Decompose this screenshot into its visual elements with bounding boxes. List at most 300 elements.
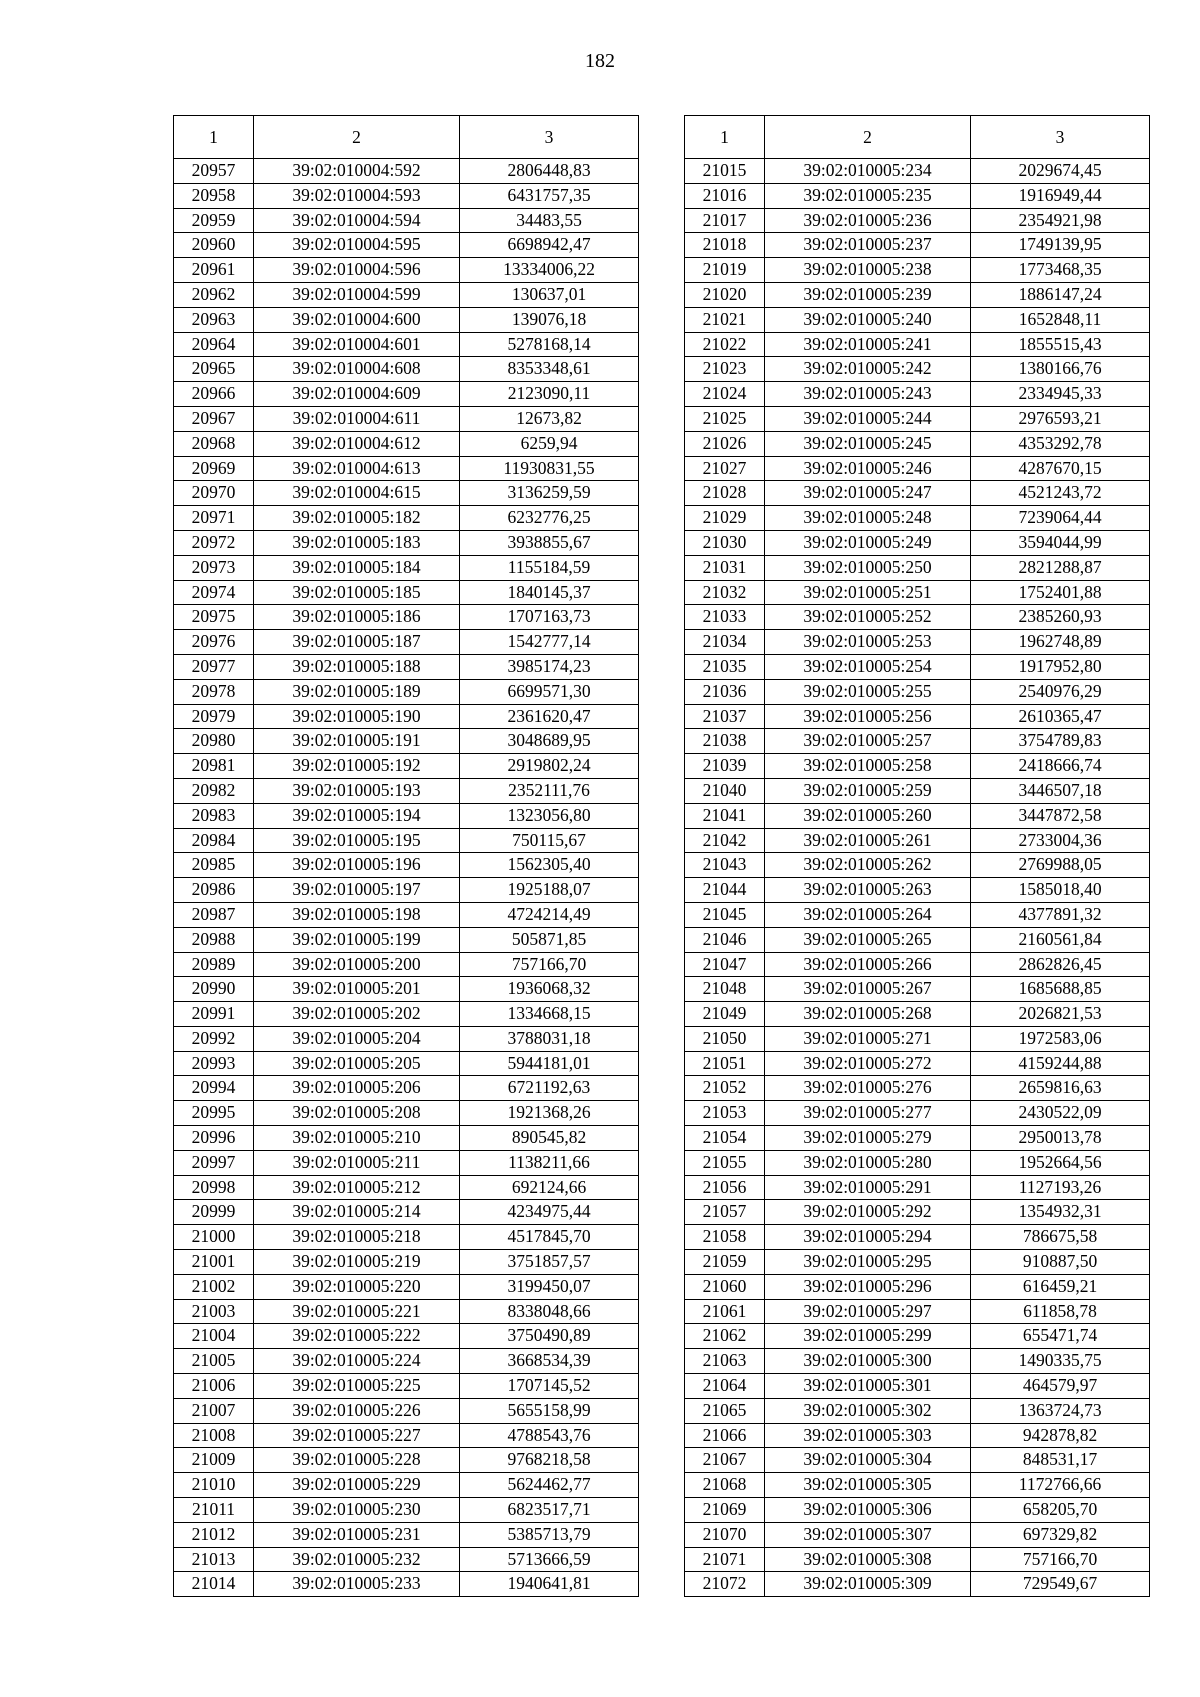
row-number-cell: 21029	[685, 506, 765, 531]
cadastral-number-cell: 39:02:010005:255	[765, 679, 971, 704]
value-cell: 1334668,15	[460, 1002, 639, 1027]
row-number-cell: 21032	[685, 580, 765, 605]
value-cell: 942878,82	[971, 1423, 1150, 1448]
row-number-cell: 20976	[174, 630, 254, 655]
cadastral-number-cell: 39:02:010005:229	[254, 1473, 460, 1498]
value-cell: 5655158,99	[460, 1398, 639, 1423]
row-number-cell: 21006	[174, 1374, 254, 1399]
value-cell: 2976593,21	[971, 406, 1150, 431]
value-cell: 3751857,57	[460, 1250, 639, 1275]
value-cell: 1886147,24	[971, 282, 1150, 307]
row-number-cell: 20974	[174, 580, 254, 605]
table-row	[174, 1250, 639, 1275]
cadastral-number-cell: 39:02:010004:599	[254, 282, 460, 307]
cadastral-number-cell: 39:02:010005:279	[765, 1126, 971, 1151]
cadastral-number-cell: 39:02:010005:259	[765, 778, 971, 803]
table-row	[174, 332, 639, 357]
cadastral-number-cell: 39:02:010005:252	[765, 605, 971, 630]
cadastral-number-cell: 39:02:010004:595	[254, 233, 460, 258]
table-row	[685, 530, 1150, 555]
table-row	[685, 605, 1150, 630]
table-row	[685, 1324, 1150, 1349]
row-number-cell: 20963	[174, 307, 254, 332]
row-number-cell: 21008	[174, 1423, 254, 1448]
cadastral-number-cell: 39:02:010005:190	[254, 704, 460, 729]
table-row	[174, 1026, 639, 1051]
table-row	[174, 1547, 639, 1572]
column-header-number: 1	[174, 116, 254, 159]
value-cell: 130637,01	[460, 282, 639, 307]
value-cell: 6823517,71	[460, 1498, 639, 1523]
value-cell: 2610365,47	[971, 704, 1150, 729]
value-cell: 4521243,72	[971, 481, 1150, 506]
cadastral-number-cell: 39:02:010005:187	[254, 630, 460, 655]
table-row	[174, 1572, 639, 1597]
table-row	[685, 977, 1150, 1002]
value-cell: 1749139,95	[971, 233, 1150, 258]
value-cell: 1752401,88	[971, 580, 1150, 605]
cadastral-number-cell: 39:02:010005:263	[765, 878, 971, 903]
table-row	[174, 1101, 639, 1126]
table-row	[174, 679, 639, 704]
cadastral-number-cell: 39:02:010005:189	[254, 679, 460, 704]
cadastral-number-cell: 39:02:010005:240	[765, 307, 971, 332]
cadastral-number-cell: 39:02:010005:211	[254, 1150, 460, 1175]
value-cell: 1936068,32	[460, 977, 639, 1002]
table-row	[174, 1126, 639, 1151]
cadastral-number-cell: 39:02:010005:265	[765, 927, 971, 952]
cadastral-number-cell: 39:02:010005:295	[765, 1250, 971, 1275]
value-cell: 3136259,59	[460, 481, 639, 506]
table-row	[685, 1473, 1150, 1498]
row-number-cell: 20984	[174, 828, 254, 853]
table-row	[685, 1101, 1150, 1126]
row-number-cell: 21017	[685, 208, 765, 233]
table-row	[174, 1225, 639, 1250]
value-cell: 1855515,43	[971, 332, 1150, 357]
cadastral-number-cell: 39:02:010005:249	[765, 530, 971, 555]
cadastral-number-cell: 39:02:010005:308	[765, 1547, 971, 1572]
cadastral-number-cell: 39:02:010005:212	[254, 1175, 460, 1200]
table-row	[685, 1051, 1150, 1076]
value-cell: 2430522,09	[971, 1101, 1150, 1126]
row-number-cell: 21012	[174, 1522, 254, 1547]
row-number-cell: 20998	[174, 1175, 254, 1200]
table-row	[174, 654, 639, 679]
row-number-cell: 21054	[685, 1126, 765, 1151]
row-number-cell: 21038	[685, 729, 765, 754]
value-cell: 4377891,32	[971, 902, 1150, 927]
row-number-cell: 21009	[174, 1448, 254, 1473]
table-row	[174, 1324, 639, 1349]
table-row	[174, 208, 639, 233]
row-number-cell: 21047	[685, 952, 765, 977]
row-number-cell: 20992	[174, 1026, 254, 1051]
table-row	[174, 580, 639, 605]
table-row	[174, 506, 639, 531]
row-number-cell: 20997	[174, 1150, 254, 1175]
table-row	[174, 828, 639, 853]
cadastral-number-cell: 39:02:010005:183	[254, 530, 460, 555]
value-cell: 4234975,44	[460, 1200, 639, 1225]
table-row	[174, 1349, 639, 1374]
value-cell: 4724214,49	[460, 902, 639, 927]
value-cell: 2919802,24	[460, 754, 639, 779]
cadastral-number-cell: 39:02:010005:296	[765, 1274, 971, 1299]
table-row	[174, 704, 639, 729]
cadastral-number-cell: 39:02:010005:256	[765, 704, 971, 729]
row-number-cell: 21024	[685, 382, 765, 407]
value-cell: 2659816,63	[971, 1076, 1150, 1101]
row-number-cell: 21064	[685, 1374, 765, 1399]
table-row	[174, 233, 639, 258]
cadastral-number-cell: 39:02:010005:302	[765, 1398, 971, 1423]
row-number-cell: 21042	[685, 828, 765, 853]
cadastral-number-cell: 39:02:010005:242	[765, 357, 971, 382]
row-number-cell: 21004	[174, 1324, 254, 1349]
value-cell: 2361620,47	[460, 704, 639, 729]
value-cell: 750115,67	[460, 828, 639, 853]
table-row	[685, 927, 1150, 952]
row-number-cell: 21069	[685, 1498, 765, 1523]
cadastral-number-cell: 39:02:010005:253	[765, 630, 971, 655]
value-cell: 3938855,67	[460, 530, 639, 555]
row-number-cell: 20988	[174, 927, 254, 952]
table-row	[174, 431, 639, 456]
value-cell: 3447872,58	[971, 803, 1150, 828]
cadastral-number-cell: 39:02:010005:262	[765, 853, 971, 878]
cadastral-number-cell: 39:02:010005:214	[254, 1200, 460, 1225]
cadastral-number-cell: 39:02:010005:205	[254, 1051, 460, 1076]
table-row	[685, 1026, 1150, 1051]
cadastral-number-cell: 39:02:010004:612	[254, 431, 460, 456]
row-number-cell: 20981	[174, 754, 254, 779]
row-number-cell: 20991	[174, 1002, 254, 1027]
value-cell: 890545,82	[460, 1126, 639, 1151]
value-cell: 2026821,53	[971, 1002, 1150, 1027]
value-cell: 655471,74	[971, 1324, 1150, 1349]
row-number-cell: 21043	[685, 853, 765, 878]
value-cell: 4159244,88	[971, 1051, 1150, 1076]
cadastral-number-cell: 39:02:010005:225	[254, 1374, 460, 1399]
cadastral-number-cell: 39:02:010005:192	[254, 754, 460, 779]
row-number-cell: 21063	[685, 1349, 765, 1374]
value-cell: 5713666,59	[460, 1547, 639, 1572]
value-cell: 1921368,26	[460, 1101, 639, 1126]
table-row	[174, 357, 639, 382]
value-cell: 139076,18	[460, 307, 639, 332]
cadastral-number-cell: 39:02:010005:305	[765, 1473, 971, 1498]
value-cell: 3446507,18	[971, 778, 1150, 803]
value-cell: 505871,85	[460, 927, 639, 952]
cadastral-number-cell: 39:02:010005:306	[765, 1498, 971, 1523]
table-row	[174, 555, 639, 580]
cadastral-number-cell: 39:02:010005:307	[765, 1522, 971, 1547]
row-number-cell: 20982	[174, 778, 254, 803]
row-number-cell: 21065	[685, 1398, 765, 1423]
table-row	[685, 208, 1150, 233]
row-number-cell: 21072	[685, 1572, 765, 1597]
table-row	[685, 853, 1150, 878]
value-cell: 3594044,99	[971, 530, 1150, 555]
table-row	[174, 729, 639, 754]
cadastral-number-cell: 39:02:010005:254	[765, 654, 971, 679]
row-number-cell: 20959	[174, 208, 254, 233]
value-cell: 2160561,84	[971, 927, 1150, 952]
cadastral-number-cell: 39:02:010004:593	[254, 183, 460, 208]
cadastral-number-cell: 39:02:010005:294	[765, 1225, 971, 1250]
cadastral-number-cell: 39:02:010005:199	[254, 927, 460, 952]
cadastral-number-cell: 39:02:010004:601	[254, 332, 460, 357]
value-cell: 4287670,15	[971, 456, 1150, 481]
table-row	[174, 481, 639, 506]
column-header-cadastral: 2	[765, 116, 971, 159]
table-row	[685, 1175, 1150, 1200]
value-cell: 1940641,81	[460, 1572, 639, 1597]
table-row	[174, 382, 639, 407]
row-number-cell: 21015	[685, 159, 765, 184]
row-number-cell: 21014	[174, 1572, 254, 1597]
row-number-cell: 20957	[174, 159, 254, 184]
value-cell: 1562305,40	[460, 853, 639, 878]
row-number-cell: 21016	[685, 183, 765, 208]
row-number-cell: 21051	[685, 1051, 765, 1076]
cadastral-number-cell: 39:02:010005:226	[254, 1398, 460, 1423]
cadastral-number-cell: 39:02:010005:234	[765, 159, 971, 184]
row-number-cell: 21060	[685, 1274, 765, 1299]
row-number-cell: 21020	[685, 282, 765, 307]
value-cell: 1380166,76	[971, 357, 1150, 382]
cadastral-number-cell: 39:02:010005:221	[254, 1299, 460, 1324]
table-row	[685, 183, 1150, 208]
table-row	[685, 382, 1150, 407]
value-cell: 1773468,35	[971, 258, 1150, 283]
table-row	[685, 1274, 1150, 1299]
cadastral-number-cell: 39:02:010005:301	[765, 1374, 971, 1399]
cadastral-number-cell: 39:02:010005:228	[254, 1448, 460, 1473]
row-number-cell: 21059	[685, 1250, 765, 1275]
table-row	[174, 1473, 639, 1498]
value-cell: 757166,70	[460, 952, 639, 977]
row-number-cell: 21040	[685, 778, 765, 803]
table-row	[174, 1398, 639, 1423]
row-number-cell: 20989	[174, 952, 254, 977]
cadastral-number-cell: 39:02:010005:266	[765, 952, 971, 977]
cadastral-number-cell: 39:02:010005:267	[765, 977, 971, 1002]
value-cell: 4517845,70	[460, 1225, 639, 1250]
table-row	[685, 159, 1150, 184]
table-row	[174, 1150, 639, 1175]
value-cell: 34483,55	[460, 208, 639, 233]
table-row	[685, 307, 1150, 332]
cadastral-number-cell: 39:02:010005:218	[254, 1225, 460, 1250]
table-row	[174, 406, 639, 431]
table-row	[685, 431, 1150, 456]
row-number-cell: 21037	[685, 704, 765, 729]
cadastral-number-cell: 39:02:010005:191	[254, 729, 460, 754]
value-cell: 2385260,93	[971, 605, 1150, 630]
value-cell: 5278168,14	[460, 332, 639, 357]
value-cell: 658205,70	[971, 1498, 1150, 1523]
table-row	[685, 1150, 1150, 1175]
value-cell: 464579,97	[971, 1374, 1150, 1399]
row-number-cell: 21026	[685, 431, 765, 456]
row-number-cell: 21062	[685, 1324, 765, 1349]
table-header-row	[685, 116, 1150, 159]
table-row	[174, 258, 639, 283]
table-row	[174, 778, 639, 803]
cadastral-number-cell: 39:02:010004:600	[254, 307, 460, 332]
table-row	[685, 654, 1150, 679]
table-row	[685, 902, 1150, 927]
value-cell: 5624462,77	[460, 1473, 639, 1498]
value-cell: 729549,67	[971, 1572, 1150, 1597]
cadastral-number-cell: 39:02:010005:198	[254, 902, 460, 927]
row-number-cell: 21000	[174, 1225, 254, 1250]
value-cell: 3985174,23	[460, 654, 639, 679]
row-number-cell: 20962	[174, 282, 254, 307]
cadastral-number-cell: 39:02:010005:201	[254, 977, 460, 1002]
cadastral-number-cell: 39:02:010005:276	[765, 1076, 971, 1101]
cadastral-number-cell: 39:02:010004:613	[254, 456, 460, 481]
row-number-cell: 21033	[685, 605, 765, 630]
cadastral-number-cell: 39:02:010005:241	[765, 332, 971, 357]
row-number-cell: 20994	[174, 1076, 254, 1101]
value-cell: 3048689,95	[460, 729, 639, 754]
table-row	[174, 1423, 639, 1448]
value-cell: 1707163,73	[460, 605, 639, 630]
table-row	[685, 1250, 1150, 1275]
cadastral-number-cell: 39:02:010005:292	[765, 1200, 971, 1225]
value-cell: 1685688,85	[971, 977, 1150, 1002]
cadastral-number-cell: 39:02:010005:227	[254, 1423, 460, 1448]
value-cell: 757166,70	[971, 1547, 1150, 1572]
value-cell: 6232776,25	[460, 506, 639, 531]
cadastral-number-cell: 39:02:010005:238	[765, 258, 971, 283]
row-number-cell: 20990	[174, 977, 254, 1002]
table-row	[174, 605, 639, 630]
table-row	[685, 233, 1150, 258]
row-number-cell: 20980	[174, 729, 254, 754]
table-row	[685, 1522, 1150, 1547]
value-cell: 8338048,66	[460, 1299, 639, 1324]
table-row	[174, 977, 639, 1002]
table-row	[685, 778, 1150, 803]
row-number-cell: 21071	[685, 1547, 765, 1572]
table-row	[685, 1225, 1150, 1250]
value-cell: 6431757,35	[460, 183, 639, 208]
row-number-cell: 21010	[174, 1473, 254, 1498]
cadastral-number-cell: 39:02:010005:261	[765, 828, 971, 853]
table-row	[174, 530, 639, 555]
cadastral-number-cell: 39:02:010004:592	[254, 159, 460, 184]
cadastral-number-cell: 39:02:010005:186	[254, 605, 460, 630]
table-row	[174, 952, 639, 977]
cadastral-number-cell: 39:02:010005:208	[254, 1101, 460, 1126]
cadastral-number-cell: 39:02:010005:200	[254, 952, 460, 977]
value-cell: 2354921,98	[971, 208, 1150, 233]
table-row	[174, 927, 639, 952]
row-number-cell: 20971	[174, 506, 254, 531]
value-cell: 5385713,79	[460, 1522, 639, 1547]
value-cell: 1363724,73	[971, 1398, 1150, 1423]
row-number-cell: 21011	[174, 1498, 254, 1523]
row-number-cell: 20958	[174, 183, 254, 208]
cadastral-number-cell: 39:02:010005:280	[765, 1150, 971, 1175]
value-cell: 2769988,05	[971, 853, 1150, 878]
table-row	[685, 1448, 1150, 1473]
cadastral-number-cell: 39:02:010005:268	[765, 1002, 971, 1027]
value-cell: 11930831,55	[460, 456, 639, 481]
cadastral-number-cell: 39:02:010005:204	[254, 1026, 460, 1051]
value-cell: 8353348,61	[460, 357, 639, 382]
row-number-cell: 21050	[685, 1026, 765, 1051]
row-number-cell: 21031	[685, 555, 765, 580]
table-row	[685, 828, 1150, 853]
row-number-cell: 20999	[174, 1200, 254, 1225]
table-row	[174, 853, 639, 878]
value-cell: 1925188,07	[460, 878, 639, 903]
value-cell: 6699571,30	[460, 679, 639, 704]
cadastral-number-cell: 39:02:010005:220	[254, 1274, 460, 1299]
value-cell: 6698942,47	[460, 233, 639, 258]
value-cell: 2821288,87	[971, 555, 1150, 580]
row-number-cell: 21005	[174, 1349, 254, 1374]
cadastral-number-cell: 39:02:010005:299	[765, 1324, 971, 1349]
table-row	[685, 729, 1150, 754]
row-number-cell: 21019	[685, 258, 765, 283]
value-cell: 1155184,59	[460, 555, 639, 580]
row-number-cell: 21036	[685, 679, 765, 704]
value-cell: 1542777,14	[460, 630, 639, 655]
cadastral-number-cell: 39:02:010005:219	[254, 1250, 460, 1275]
column-header-number: 1	[685, 116, 765, 159]
row-number-cell: 20978	[174, 679, 254, 704]
cadastral-number-cell: 39:02:010005:197	[254, 878, 460, 903]
table-row	[174, 1175, 639, 1200]
cadastral-number-cell: 39:02:010005:260	[765, 803, 971, 828]
cadastral-number-cell: 39:02:010005:196	[254, 853, 460, 878]
cadastral-number-cell: 39:02:010005:236	[765, 208, 971, 233]
value-cell: 3668534,39	[460, 1349, 639, 1374]
cadastral-number-cell: 39:02:010004:608	[254, 357, 460, 382]
value-cell: 3788031,18	[460, 1026, 639, 1051]
table-row	[685, 555, 1150, 580]
row-number-cell: 20970	[174, 481, 254, 506]
value-cell: 786675,58	[971, 1225, 1150, 1250]
row-number-cell: 21068	[685, 1473, 765, 1498]
value-cell: 13334006,22	[460, 258, 639, 283]
value-cell: 6259,94	[460, 431, 639, 456]
row-number-cell: 21067	[685, 1448, 765, 1473]
value-cell: 848531,17	[971, 1448, 1150, 1473]
value-cell: 1952664,56	[971, 1150, 1150, 1175]
cadastral-number-cell: 39:02:010005:250	[765, 555, 971, 580]
cadastral-number-cell: 39:02:010005:239	[765, 282, 971, 307]
row-number-cell: 21057	[685, 1200, 765, 1225]
value-cell: 1652848,11	[971, 307, 1150, 332]
table-row	[685, 282, 1150, 307]
left-register-table	[173, 115, 639, 1597]
table-row	[685, 878, 1150, 903]
cadastral-number-cell: 39:02:010005:233	[254, 1572, 460, 1597]
row-number-cell: 21025	[685, 406, 765, 431]
row-number-cell: 21053	[685, 1101, 765, 1126]
cadastral-number-cell: 39:02:010004:611	[254, 406, 460, 431]
value-cell: 1707145,52	[460, 1374, 639, 1399]
value-cell: 4788543,76	[460, 1423, 639, 1448]
cadastral-number-cell: 39:02:010005:264	[765, 902, 971, 927]
